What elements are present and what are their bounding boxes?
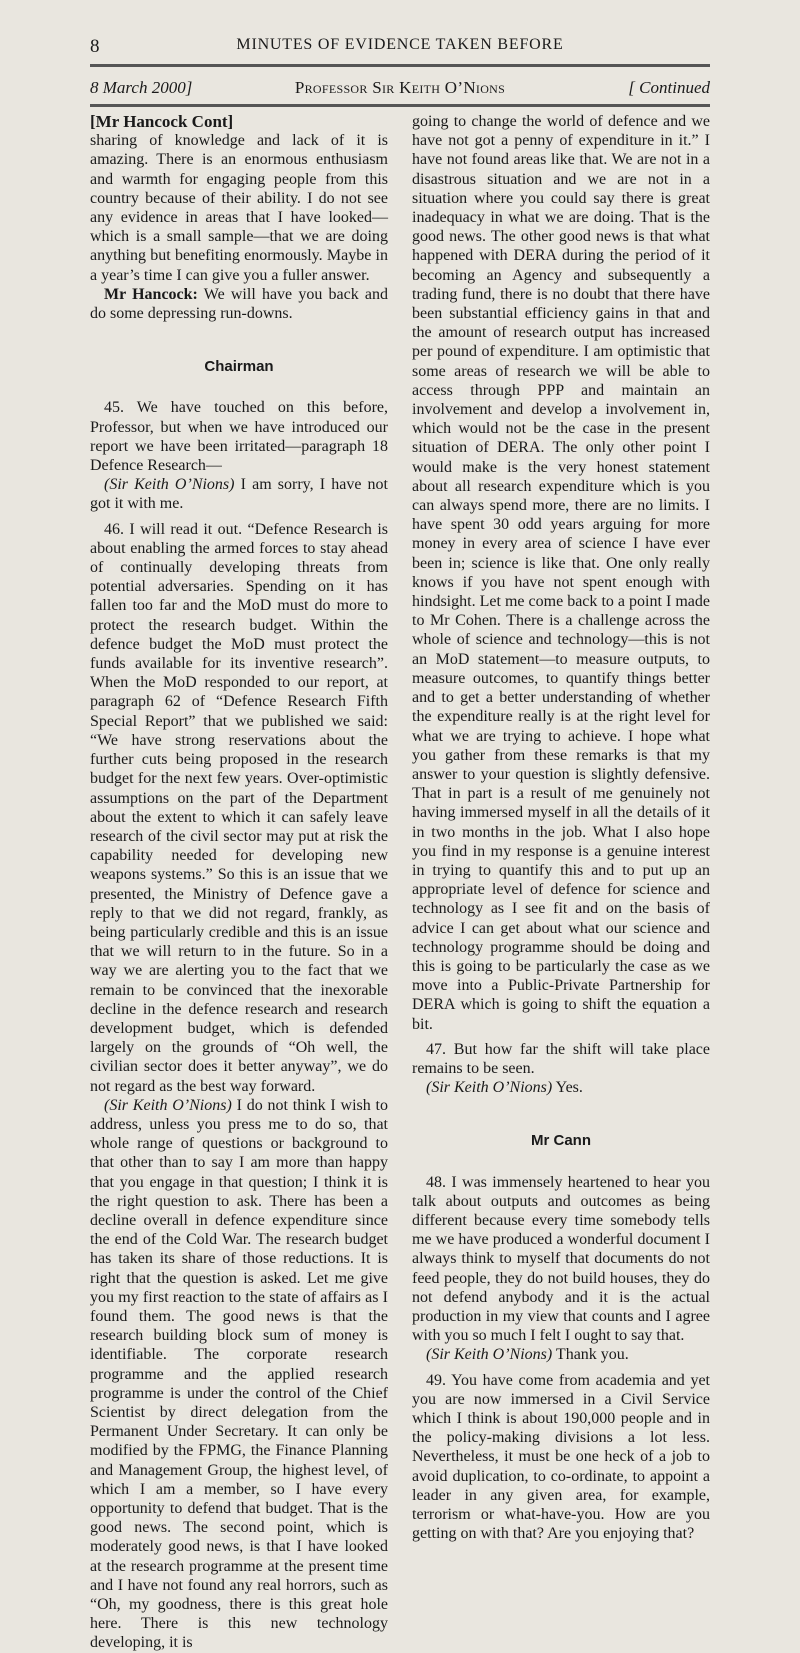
question-46: 46. I will read it out. “Defence Research is about enabling the armed forces to stay ahead of continually developing threats from potential adversaries. Spending on it has fallen too far and the MoD must do more to protect the research budget. Within the defence budget the MoD must protect the funds available for its inventive research”. When the MoD responded to our report, at paragraph 62 of “Defence Research Fifth Special Report” that we published we said: “We have strong reservations about the further cuts being proposed in the research budget for the next few years. Over-optimistic assumptions on the part of the Department about the extent to which it can safely leave research of the civil sector may put at risk the capability needed for developing new weapons systems.” So this is an issue that we presented, the Ministry of Defence gave a reply to that we did not regard, frankly, as being particularly credible and this is an issue that we will return to in the future. So in a way we are alerting you to the fact that we remain to be convinced that the inexorable decline in the defence research and research development budget, which is defended largely on the grounds of “Oh well, the civilian sector does it better anyway”, we do not regard as the best way forward. — [90, 520, 388, 1095]
page-number: 8 — [90, 36, 100, 57]
right-column — [412, 112, 710, 1543]
section-heading-chairman: Chairman — [204, 358, 274, 376]
continued-label: [ Continued — [628, 78, 710, 97]
paragraph: sharing of knowledge and lack of it is amazing. There is an enormous enthusiasm and warmth for engaging people from this country because of their ability. I do not see any evidence in areas that I have looked—which is a small sample—that we are doing anything but benefiting enormously. Maybe in a year’s time I can give you a fuller answer. — [90, 132, 388, 284]
witness-speaker: (Sir Keith O’Nions) — [104, 476, 235, 494]
paragraph — [90, 285, 388, 323]
speaker-heading: [Mr Hancock Cont] — [90, 112, 234, 131]
witness-name: Professor Sir Keith O’Nions — [294, 78, 506, 97]
witness-speaker: (Sir Keith O’Nions) — [426, 1346, 553, 1364]
witness-speaker: (Sir Keith O’Nions) — [104, 1096, 232, 1114]
section-heading-cann: Mr Cann — [531, 1132, 591, 1150]
question-48: 48. I was immensely heartened to hear you talk about outputs and outcomes as being different because every time somebody tells me we have produced a wonderful document I always think to myself that documents do not feed people, they do not build houses, they do not defend anybody and it is the actual production in my view that counts and I agree with you so much I felt I ought to say that. — [412, 1173, 710, 1345]
answer-text: I am sorry, I have not got it with me. — [90, 476, 389, 513]
question-49: 49. You have come from academia and yet you are now immersed in a Civil Service which I think is about 190,000 people and in the policy-making divisions a lot less. Nevertheless, it must be one heck of a job to avoid duplication, to co-ordinate, to appoint a leader in any given area, for example, terrorism or what-have-you. How are you getting on with that? Are you enjoying that? — [412, 1371, 710, 1543]
running-head: MINUTES OF EVIDENCE TAKEN BEFORE — [236, 36, 564, 53]
left-column — [90, 112, 388, 1653]
speaker-name: Mr Hancock: — [104, 285, 198, 303]
answer-45 — [90, 475, 388, 513]
answer-text: I do not think I wish to address, unless you press me to do so, that whole range of questions or background to that other than to say I am more than happy that you engage in that question; I think it is the right question to ask. There has been a decline overall in defence expenditure since the end of the Cold War. The research budget has taken its share of those reductions. It is right that the question is asked. Let me give you my first reaction to the state of affairs as I found them. The good news is that the research building block sum of money is identifiable. The corporate research programme and the applied research programme is under the control of the Chief Scientist by direct delegation from the Permanent Under Secretary. It can only be modified by the FPMG, the Finance Planning and Management Group, the highest level, of which I am a member, so I have every opportunity to defend that budget. That is the good news. The second point, which is moderately good news, is that I have looked at the research programme at the present time and I have not found any real horrors, such as “Oh, my goodness, there is this great hole here. There is this new technology developing, it is — [90, 1096, 389, 1652]
header-rule-top — [90, 64, 710, 67]
question-45: 45. We have touched on this before, Professor, but when we have introduced our report we have been irritated—paragraph 18 Defence Research— — [90, 399, 388, 475]
answer-text: Yes. — [552, 1079, 583, 1097]
header-rule-bottom — [90, 104, 710, 107]
hearing-date: 8 March 2000] — [90, 78, 193, 97]
paragraph: going to change the world of defence and we have not got a penny of expenditure in it.” I have not found areas like that. We are not in a disastrous situation and we are not in a situation where you could say there is great inadequacy in what we are doing. That is the good news. The other good news is that what happened with DERA during the period of it becoming an Agency and subsequently a trading fund, there is no doubt that there have been substantial efficiency gains in that and the amount of research output has increased per pound of expenditure. I am optimistic that some areas of research we will be able to access through PPP and maintain an involvement and develop a involvement in, which would not be the case in the present situation of DERA. The only other point I would make is the very honest statement about all research expenditure which is you can always spend more, there are no limits. I have spent 30 odd years arguing for more money in every area of science I have ever been in; science is like that. One only really knows if you have not spent enough with hindsight. Let me come back to a point I made to Mr Cohen. There is a challenge across the whole of science and technology—this is not an MoD statement—to measure outputs, to measure outcomes, to quantify things better and to get a better understanding of whether the expenditure really is at the right level for what we are trying to achieve. I hope what you gather from these remarks is that my answer to your question is slightly defensive. That in part is a result of me genuinely not having immersed myself in all the details of it in two months in the job. What I also hope you find in my response is a genuine interest in trying to quantify this and to put up an appropriate level of defence for science and technology as I see fit and on the basis of advice I can get about what our science and technology programme should be doing and this is going to be particularly the case as we move into a Public-Private Partnership for DERA which is going to shift the equation a bit. — [412, 113, 710, 1033]
question-47: 47. But how far the shift will take place remains to be seen. — [412, 1040, 710, 1077]
answer-47 — [412, 1078, 710, 1097]
answer-text: Thank you. — [552, 1346, 629, 1364]
answer-48 — [412, 1345, 710, 1364]
speech-text: We will have you back and do some depressing run-downs. — [90, 285, 389, 323]
witness-speaker: (Sir Keith O’Nions) — [426, 1079, 553, 1097]
answer-46 — [90, 1096, 388, 1653]
